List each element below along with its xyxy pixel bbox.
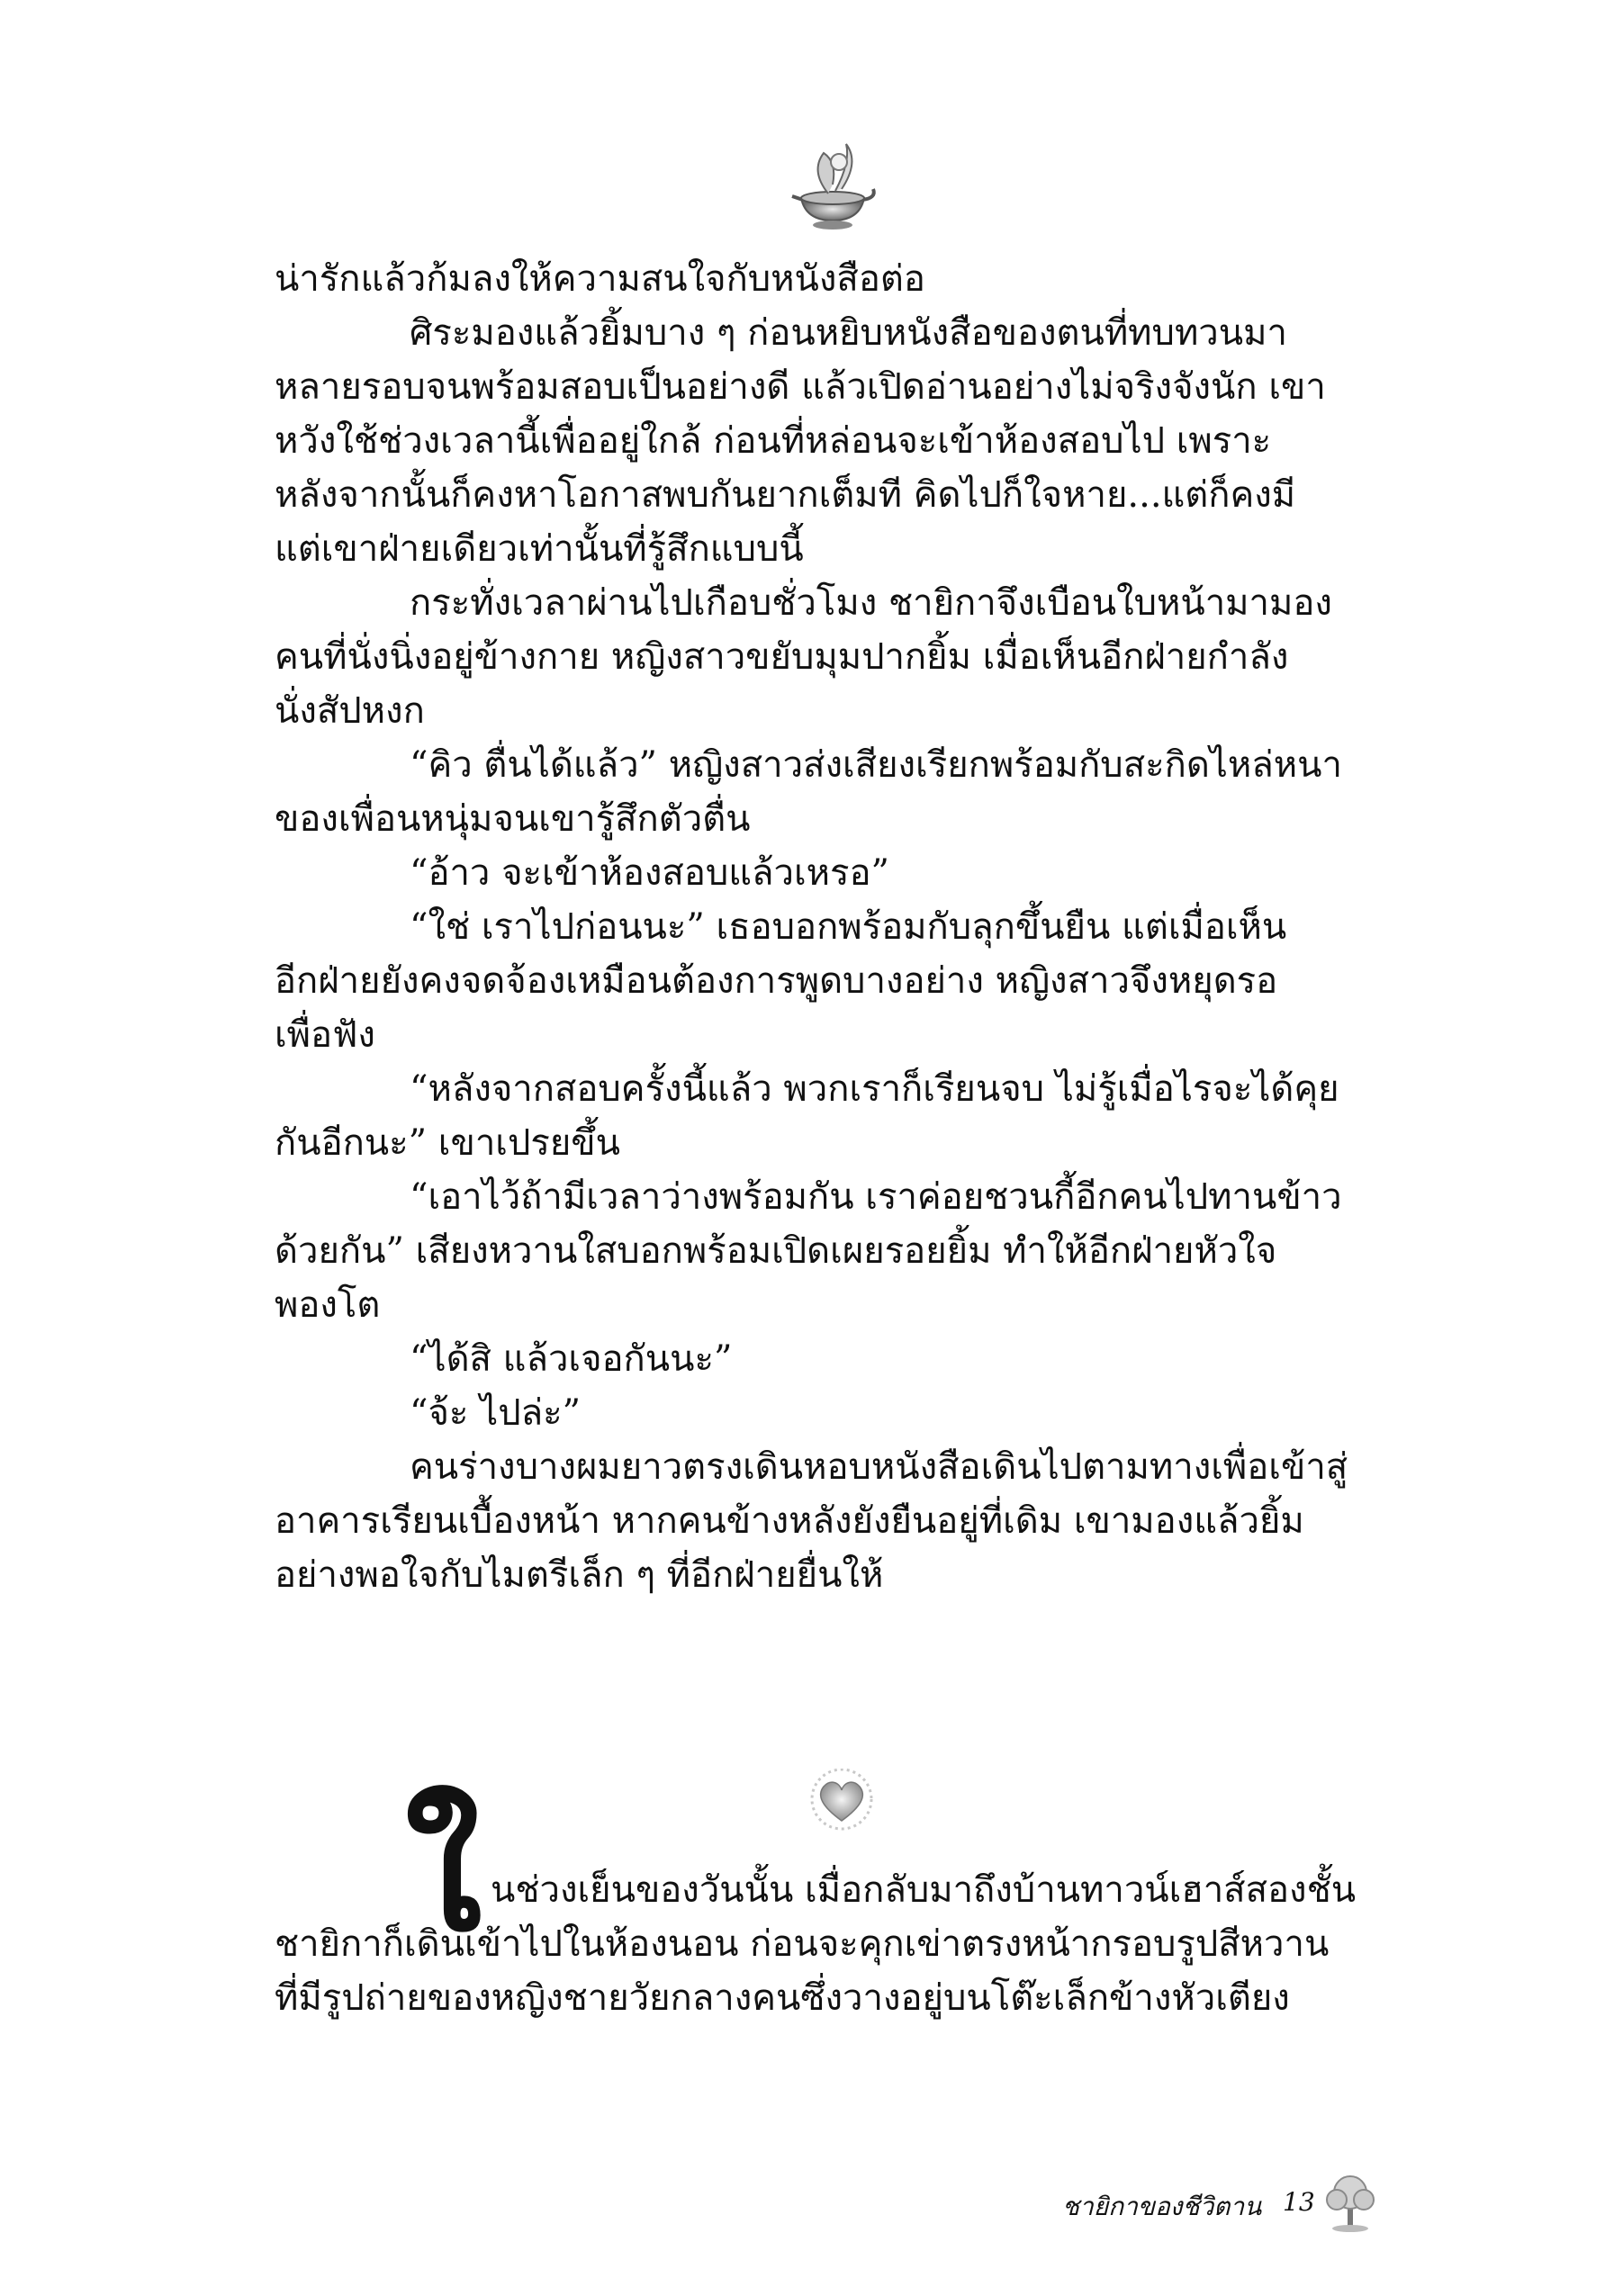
text-line: ของเพื่อนหนุ่มจนเขารู้สึกตัวตื่น — [275, 798, 751, 840]
text-line: ศิระมองแล้วยิ้มบาง ๆ ก่อนหยิบหนังสือของตนที่ทบทวนมา — [410, 312, 1287, 354]
page-number: 13 — [1283, 2187, 1315, 2217]
text-line: “ได้สิ แล้วเจอกันนะ” — [410, 1338, 733, 1380]
text-line: คนที่นั่งนิ่งอยู่ข้างกาย หญิงสาวขยับมุมปากยิ้ม เมื่อเห็นอีกฝ่ายกำลัง — [275, 636, 1289, 678]
text-line: หวังใช้ช่วงเวลานี้เพื่ออยู่ใกล้ ก่อนที่หล่อนจะเข้าห้องสอบไป เพราะ — [275, 420, 1272, 462]
text-line: ด้วยกัน” เสียงหวานใสบอกพร้อมเปิดเผยรอยยิ้ม ทำให้อีกฝ่ายหัวใจ — [275, 1230, 1277, 1272]
heart-icon — [806, 1769, 878, 1832]
tree-icon — [1319, 2171, 1382, 2234]
text-line: “จ้ะ ไปล่ะ” — [410, 1392, 582, 1434]
text-line: น่ารักแล้วก้มลงให้ความสนใจกับหนังสือต่อ — [275, 258, 925, 300]
text-line: อีกฝ่ายยังคงจดจ้องเหมือนต้องการพูดบางอย่าง หญิงสาวจึงหยุดรอ — [275, 960, 1278, 1002]
lamp-flower-icon — [783, 135, 882, 234]
text-line: คนร่างบางผมยาวตรงเดินหอบหนังสือเดินไปตามทางเพื่อเข้าสู่ — [410, 1446, 1348, 1488]
text-line: พองโต — [275, 1284, 381, 1326]
text-line: “ใช่ เราไปก่อนนะ” เธอบอกพร้อมกับลุกขึ้นยืน แต่เมื่อเห็น — [410, 906, 1287, 948]
text-block-bottom — [275, 1917, 1409, 2025]
text-block-top — [275, 252, 1409, 1602]
text-line: หลายรอบจนพร้อมสอบเป็นอย่างดี แล้วเปิดอ่านอย่างไม่จริงจังนัก เขา — [275, 366, 1326, 408]
text-line: นั่งสัปหงก — [275, 690, 425, 732]
text-line: เพื่อฟัง — [275, 1014, 375, 1056]
running-title: ชายิกาของชีวิตาน — [1062, 2192, 1262, 2221]
text-line: ที่มีรูปถ่ายของหญิงชายวัยกลางคนซึ่งวางอยู่บนโต๊ะเล็กข้างหัวเตียง — [275, 1977, 1290, 2019]
text-line: “หลังจากสอบครั้งนี้แล้ว พวกเราก็เรียนจบ ไม่รู้เมื่อไรจะได้คุย — [410, 1068, 1339, 1110]
dropcap-letter: ใ — [405, 1782, 482, 1967]
text-line: กันอีกนะ” เขาเปรยขึ้น — [275, 1122, 620, 1164]
text-line: อาคารเรียนเบื้องหน้า หากคนข้างหลังยังยืนอยู่ที่เดิม เขามองแล้วยิ้ม — [275, 1500, 1304, 1542]
text-line: แต่เขาฝ่ายเดียวเท่านั้นที่รู้สึกแบบนี้ — [275, 528, 804, 570]
dropcap-first-line: นช่วงเย็นของวันนั้น เมื่อกลับมาถึงบ้านทาวน์เฮาส์สองชั้น — [491, 1869, 1357, 1911]
text-line: อย่างพอใจกับไมตรีเล็ก ๆ ที่อีกฝ่ายยื่นให้ — [275, 1554, 884, 1596]
text-line: “เอาไว้ถ้ามีเวลาว่างพร้อมกัน เราค่อยชวนกี้อีกคนไปทานข้าว — [410, 1176, 1342, 1218]
text-line: “คิว ตื่นได้แล้ว” หญิงสาวส่งเสียงเรียกพร้อมกับสะกิดไหล่หนา — [410, 744, 1342, 786]
text-line: หลังจากนั้นก็คงหาโอกาสพบกันยากเต็มที คิดไปก็ใจหาย...แต่ก็คงมี — [275, 474, 1296, 516]
text-line: กระทั่งเวลาผ่านไปเกือบชั่วโมง ชายิกาจึงเบือนใบหน้ามามอง — [410, 582, 1332, 624]
text-line: ชายิกาก็เดินเข้าไปในห้องนอน ก่อนจะคุกเข่าตรงหน้ากรอบรูปสีหวาน — [275, 1923, 1330, 1965]
text-line: “อ้าว จะเข้าห้องสอบแล้วเหรอ” — [410, 852, 890, 894]
